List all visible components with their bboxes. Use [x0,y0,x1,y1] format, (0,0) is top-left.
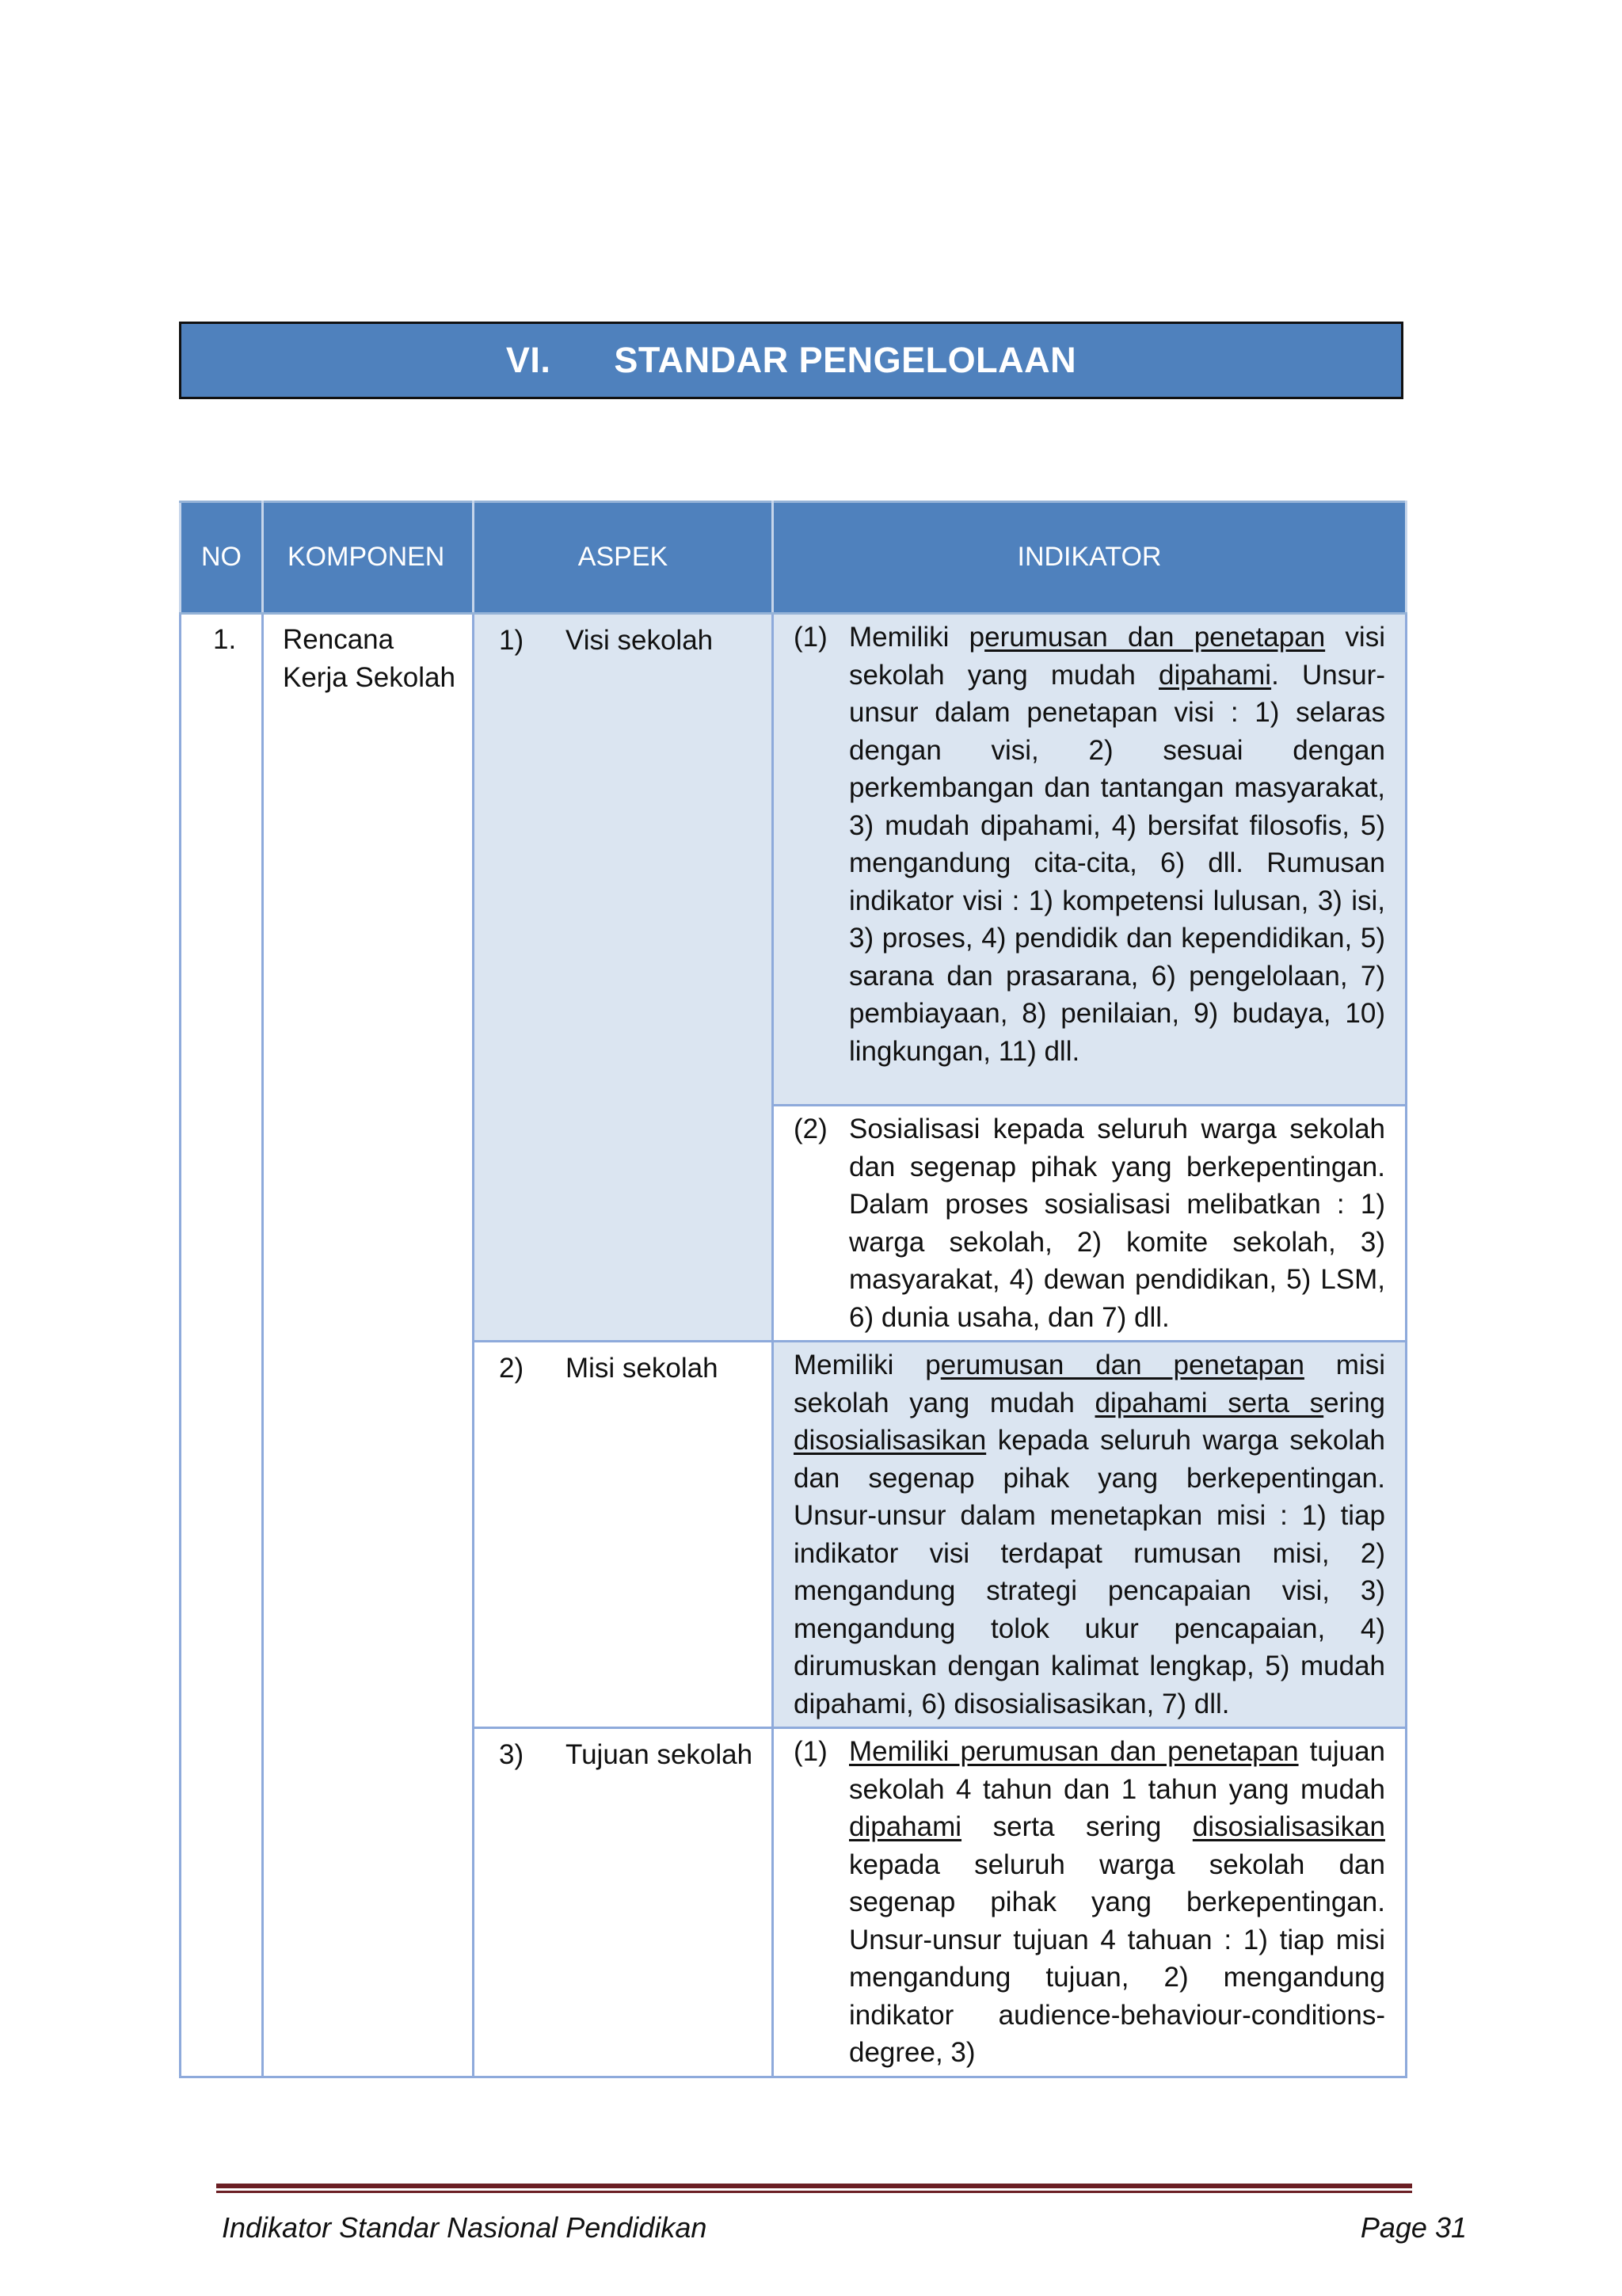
aspect-number: 1) [499,625,524,656]
indicator-text: Memiliki perumusan dan penetapan misi sekolah yang mudah dipahami serta sering disosialisasikan kepada seluruh warga sekolah dan segenap pihak yang berkepentingan. Unsur-unsur dalam menetapkan misi : 1) tiap indikator visi terdapat rumusan misi, 2) mengandung strategi pencapaian visi, 3) mengandung tolok ukur pencapaian, 4) dirumuskan dengan kalimat lengkap, 5) mudah dipahami, 6) disosialisasikan, 7) dll. [794,1350,1385,1719]
standards-table [179,501,1407,2078]
aspect-label: Tujuan sekolah [565,1739,753,1770]
aspect-label: Misi sekolah [565,1353,718,1384]
indicator-number: (2) [794,1114,828,1144]
section-title-bar [179,322,1403,399]
header-komponen: KOMPONEN [263,502,474,614]
section-title: STANDAR PENGELOLAAN [614,340,1077,380]
indicator-text: Memiliki perumusan dan penetapan tujuan sekolah 4 tahun dan 1 tahun yang mudah dipahami serta sering disosialisasikan kepada seluruh warga sekolah dan segenap pihak yang berkepentingan. Unsur-unsur tujuan 4 tahuan : 1) tiap misi mengandung tujuan, 2) mengandung indikator audience-behaviour-conditions-degree, 3) [849,1736,1385,2068]
indicator-cell [773,1342,1407,1728]
header-no: NO [181,502,263,614]
footer-rule [216,2184,1412,2188]
indicator-text: Memiliki perumusan dan penetapan visi sekolah yang mudah dipahami. Unsur-unsur dalam penetapan visi : 1) selaras dengan visi, 2) sesuai dengan perkembangan dan tantangan masyarakat, 3) mudah dipahami, 4) bersifat filosofis, 5) mengandung cita-cita, 6) dll. Rumusan indikator visi : 1) kompetensi lulusan, 3) isi, 3) proses, 4) pendidik dan kependidikan, 5) sarana dan prasarana, 6) pengelolaan, 7) pembiayaan, 8) penilaian, 9) budaya, 10) lingkungan, 11) dll. [849,622,1385,1067]
aspect-cell [474,614,773,1342]
footer-rule-thin [216,2191,1412,2193]
indicator-text: Sosialisasi kepada seluruh warga sekolah dan segenap pihak yang berkepentingan. Dalam proses sosialisasi melibatkan : 1) warga sekolah, 2) komite sekolah, 3) masyarakat, 4) dewan pendidikan, 5) LSM, 6) dunia usaha, dan 7) dll. [849,1114,1385,1333]
indicator-cell [773,1106,1407,1342]
indicator-number: (1) [794,1736,828,1767]
aspect-cell [474,1342,773,1728]
table-row [181,614,1407,1106]
header-aspek: ASPEK [474,502,773,614]
komponen-cell: Rencana Kerja Sekolah [263,614,474,2077]
footer-document-title: Indikator Standar Nasional Pendidikan [222,2211,707,2244]
aspect-number: 3) [499,1739,524,1770]
indicator-number: (1) [794,622,828,653]
aspect-label: Visi sekolah [565,625,714,656]
section-number: VI. [505,340,551,380]
indicator-cell [773,1728,1407,2077]
footer-page-number: Page 31 [1360,2211,1467,2244]
aspect-cell [474,1728,773,2077]
header-indikator: INDIKATOR [773,502,1407,614]
table-header-row [181,502,1407,614]
aspect-number: 2) [499,1353,524,1384]
row-number: 1. [181,614,263,2077]
indicator-cell [773,614,1407,1106]
